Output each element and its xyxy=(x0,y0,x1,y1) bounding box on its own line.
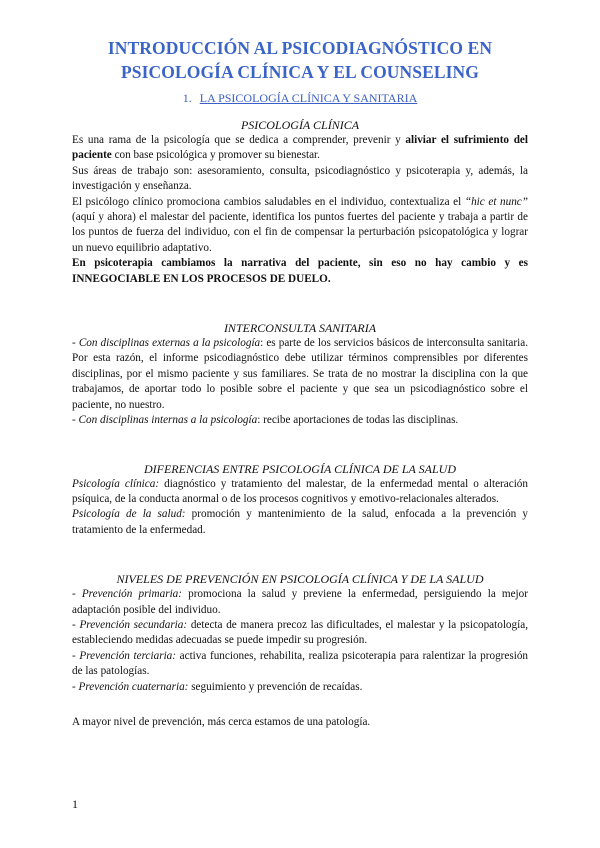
text: Es una rama de la psicología que se dedica a comprender, prevenir y xyxy=(72,134,406,146)
item-text: promoción y mantenimiento de la salud, enfocada a la prevención y tratamiento de la enfermedad. xyxy=(72,508,528,536)
list-item xyxy=(72,336,528,413)
section-number: 1. xyxy=(182,91,192,105)
item-label: Psicología clínica: xyxy=(72,477,160,490)
subheading-interconsulta: INTERCONSULTA SANITARIA xyxy=(223,321,377,336)
list-item: - Prevención primaria: promociona la salud y previene la enfermedad, persiguiendo la mejor adaptación posible del individuo. xyxy=(72,588,528,616)
niveles-section xyxy=(72,572,528,730)
dash: - xyxy=(72,414,79,427)
text: (aquí y ahora) el malestar del paciente, identifica los puntos fuertes del paciente y trabaja a partir de los puntos de fuerza del individuo, con el fin de compensar la perturbación psicopatológica y lograr un nuevo equilibrio adaptativo. xyxy=(72,211,528,254)
item-label: Prevención secundaria: xyxy=(79,618,188,631)
item-label: Prevención cuaternaria: xyxy=(78,680,189,693)
title-line-2: PSICOLOGÍA CLÍNICA Y EL COUNSELING xyxy=(120,62,480,82)
item-text: : recibe aportaciones de todas las disciplinas. xyxy=(257,414,459,427)
item-text: promociona la salud y previene la enfermedad, persiguiendo la mejor adaptación posible del individuo. xyxy=(72,588,528,616)
item-text: detecta de manera precoz las dificultades, el malestar y la psicopatología, estableciendo medidas adecuadas se puede impedir su progresión. xyxy=(72,618,528,647)
item-text: diagnóstico y tratamiento del malestar, de la enfermedad mental o alteración psíquica, de la conducta anormal o de los procesos cognitivos y emotivo-relacionales alterados. xyxy=(72,477,528,505)
closing-paragraph: A mayor nivel de prevención, más cerca estamos de una patología. xyxy=(72,715,371,728)
bold-text: aliviar el sufrimiento del paciente xyxy=(72,134,528,162)
page-number: 1 xyxy=(72,797,78,811)
item-label: Con disciplinas internas a la psicología xyxy=(78,414,258,427)
item-text: seguimiento y prevención de recaídas. xyxy=(188,680,363,693)
list-item: - Prevención secundaria: detecta de manera precoz las dificultades, el malestar y la psicopatología, estableciendo medidas adecuadas se puede impedir su progresión. xyxy=(72,618,528,647)
paragraph xyxy=(72,195,528,257)
diferencias-section xyxy=(72,462,528,539)
document-title xyxy=(72,36,528,84)
bold-paragraph: En psicoterapia cambiamos la narrativa del paciente, sin eso no hay cambio y es INNEGOCIABLE EN LOS PROCESOS DE DUELO. xyxy=(72,257,528,285)
paragraph xyxy=(72,133,528,164)
item-text: activa funciones, rehabilita, realiza psicoterapia para ralentizar la progresión de las patologías. xyxy=(72,649,529,678)
interconsulta-section xyxy=(72,321,528,428)
list-item xyxy=(72,413,528,428)
list-item xyxy=(72,507,528,538)
psicologia-clinica-section xyxy=(72,118,528,287)
subheading-psicologia-clinica: PSICOLOGÍA CLÍNICA xyxy=(240,118,360,132)
item-text: : es parte de los servicios básicos de interconsulta sanitaria. Por esta razón, el informe psicodiagnóstico debe utilizar términos comprensibles por diferentes disciplinas, por el mismo paciente y sus familiares. Se trata de no mostrar la disciplina con la que trabajamos, de aportar todo lo posible sobre el paciente y que sea un psicodiagnóstico sobre el paciente, no nuestro. xyxy=(72,337,528,411)
item-label: Prevención primaria: xyxy=(81,588,182,601)
list-item: - Prevención cuaternaria: seguimiento y prevención de recaídas. xyxy=(72,680,363,693)
item-label: Prevención terciaria: xyxy=(79,649,176,662)
section-1-heading xyxy=(72,91,528,106)
list-item xyxy=(72,477,528,508)
paragraph: Sus áreas de trabajo son: asesoramiento, consulta, psicodiagnóstico y psicoterapia y, además, la investigación y enseñanza. xyxy=(72,164,528,193)
subheading-diferencias: DIFERENCIAS ENTRE PSICOLOGÍA CLÍNICA DE LA SALUD xyxy=(143,461,456,476)
section-title-link[interactable]: LA PSICOLOGÍA CLÍNICA Y SANITARIA xyxy=(199,91,418,105)
list-item: - Prevención terciaria: activa funciones, rehabilita, realiza psicoterapia para ralentizar la progresión de las patologías. xyxy=(72,649,529,678)
subheading-niveles: NIVELES DE PREVENCIÓN EN PSICOLOGÍA CLÍNICA Y DE LA SALUD xyxy=(116,572,484,587)
item-label: Con disciplinas externas a la psicología xyxy=(78,337,261,350)
item-label: Psicología de la salud: xyxy=(72,508,186,521)
title-line-1: INTRODUCCIÓN AL PSICODIAGNÓSTICO EN xyxy=(107,38,493,58)
text: El psicólogo clínico promociona cambios saludables en el individuo, contextualiza el xyxy=(72,195,465,208)
text: con base psicológica y promover su bienestar. xyxy=(111,149,320,162)
dash: - xyxy=(72,337,79,350)
italic-text: “hic et nunc” xyxy=(464,195,528,208)
document-page xyxy=(72,36,528,730)
